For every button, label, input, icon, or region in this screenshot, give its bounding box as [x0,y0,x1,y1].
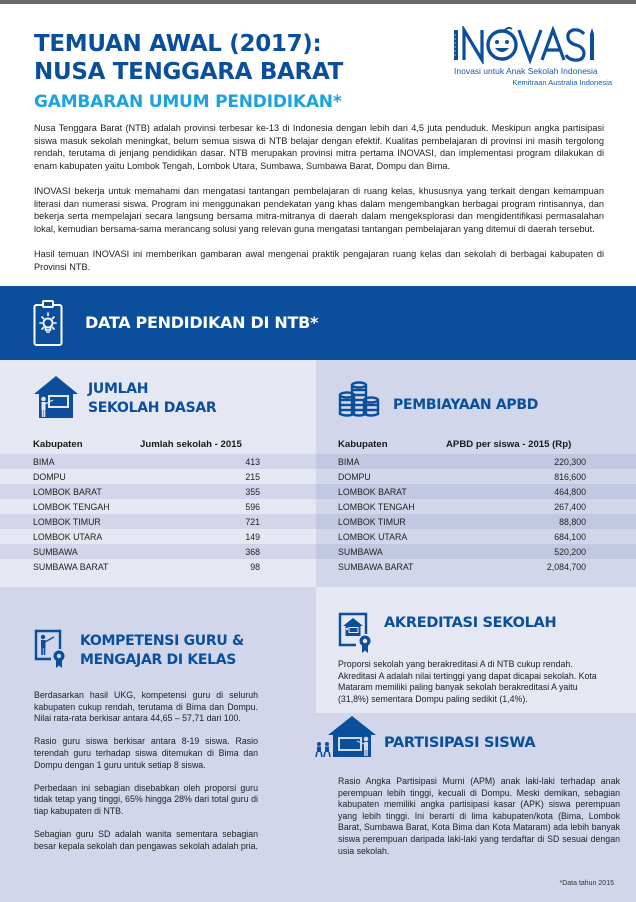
page-title-line2: NUSA TENGGARA BARAT [34,59,344,85]
table-row [0,544,316,559]
cell-value: 721 [245,516,260,527]
cell-value: 149 [245,531,260,542]
intro-paragraph: Nusa Tenggara Barat (NTB) adalah provinsi terbesar ke-13 di Indonesia dengan lebih dari 4,5 juta penduduk. Meskipun angka partisipasi siswa masuk sekolah meningkat, belum semua siswa di NTB belajar dengan efektif. Kualitas pembelajaran di provinsi ini masih tergolong rendah, terutama di jenjang pendidikan dasar. NTB merupakan provinsi mitra pertama INOVASI, dan implementasi program dilakukan di enam kabupaten yaitu Lombok Tengah, Lombok Utara, Sumbawa, Sumbawa Barat, Dompu dan Bima. [34,123,604,171]
cell-spacer [260,454,316,469]
section-title-line2: MENGAJAR DI KELAS [80,652,237,668]
table-row [316,469,636,484]
cell-spacer [260,559,316,574]
cell-value: 816,600 [554,471,586,482]
page-title-line1: TEMUAN AWAL (2017): [34,31,322,57]
cell-kabupaten: SUMBAWA BARAT [338,561,414,572]
cell-kabupaten: LOMBOK TIMUR [33,516,101,527]
cell-value: 368 [245,546,260,557]
table-header-row [0,435,316,454]
kompetensi-paragraph: Berdasarkan hasil UKG, kompetensi guru di seluruh kabupaten cukup rendah, terutama di Bima dan Dompu. Nilai rata-rata berkisar antara 44,65 – 57,71 dari 100. [34,690,258,724]
cell-value: 464,800 [554,486,586,497]
cell-value: 98 [250,561,260,572]
logo-partner: Kemitraan Australia Indonesia [512,78,612,87]
kompetensi-paragraph: Rasio guru siswa berkisar antara 8-19 siswa. Rasio terendah guru terhadap siswa ditemukan di Bima dan Dompu dengan 1 guru untuk setiap 8 siswa. [34,736,258,770]
column-header-kabupaten: Kabupaten [338,439,388,450]
table-row [0,559,316,574]
partisipasi-text: Rasio Angka Partisipasi Murni (APM) anak laki-laki terhadap anak perempuan lebih tinggi, kecuali di Dompu. Meski demikan, sebagian kabupaten memiliki angka partisipasi kasar (APK) siswa perempuan yang lebih tinggi. Ini berarti di lima kabupaten/kota (Bima, Lombok Barat, Sumbawa Barat, Kota Bima dan Kota Mataram) ada lebih banyak siswa perempuan daripada laki-laki yang terdaftar di SD sesuai dengan usia sekolah. [338,776,620,856]
cell-value: 355 [245,486,260,497]
cell-kabupaten: LOMBOK BARAT [338,486,407,497]
apbd-table [316,435,636,574]
section-title: AKREDITASI SEKOLAH [384,615,557,631]
column-header-jumlah: Jumlah sekolah - 2015 [140,439,242,450]
cell-spacer [586,499,636,514]
panel-partisipasi-siswa [316,713,636,902]
cell-kabupaten: DOMPU [338,471,371,482]
table-row [316,484,636,499]
cell-value: 596 [245,501,260,512]
inovasi-wordmark-icon [452,26,612,64]
column-header-kabupaten: Kabupaten [33,439,83,450]
panel-kompetensi-guru [0,587,316,902]
cell-value: 413 [245,456,260,467]
cell-kabupaten: LOMBOK TIMUR [338,516,406,527]
table-row [316,559,636,574]
cell-spacer [260,484,316,499]
table-row [316,514,636,529]
table-row [0,454,316,469]
cell-value: 215 [245,471,260,482]
cell-kabupaten: SUMBAWA [33,546,78,557]
cell-spacer [586,559,636,574]
table-row [316,529,636,544]
table-row [0,514,316,529]
panel-akreditasi-sekolah [316,587,636,713]
logo-tagline: Inovasi untuk Anak Sekolah Indonesia [454,66,598,76]
section-title: PEMBIAYAAN APBD [393,397,539,413]
table-row [0,484,316,499]
cell-spacer [260,499,316,514]
table-row [316,499,636,514]
cell-value: 88,800 [559,516,586,527]
cell-value: 267,400 [554,501,586,512]
clipboard-lightbulb-icon [33,299,63,347]
teacher-award-icon [34,629,66,669]
section-title: PARTISIPASI SISWA [384,735,536,751]
coin-stacks-icon [338,381,380,417]
page-subtitle: GAMBARAN UMUM PENDIDIKAN* [34,92,342,112]
cell-spacer [586,514,636,529]
cell-value: 520,200 [554,546,586,557]
akreditasi-text: Proporsi sekolah yang berakreditasi A di NTB cukup rendah. Akreditasi A adalah nilai tertinggi yang dapat dicapai sekolah. Kota Mataram memiliki paling banyak sekolah berakreditasi A yaitu (31,8%) sementara Dompu paling sedikit (1,4%). [338,659,597,704]
cell-spacer [586,469,636,484]
cell-kabupaten: SUMBAWA BARAT [33,561,109,572]
table-row [0,499,316,514]
intro-paragraph: Hasil temuan INOVASI ini memberikan gambaran awal mengenai praktik pengajaran ruang kelas dan sekolah di berbagai kabupaten di Provinsi NTB. [34,248,604,272]
kompetensi-text [34,690,258,864]
cell-kabupaten: LOMBOK BARAT [33,486,102,497]
cell-kabupaten: LOMBOK TENGAH [338,501,415,512]
cell-kabupaten: DOMPU [33,471,66,482]
cell-spacer [586,529,636,544]
cell-kabupaten: LOMBOK UTARA [33,531,103,542]
cell-kabupaten: BIMA [33,456,55,467]
column-header-apbd: APBD per siswa - 2015 (Rp) [446,439,572,450]
students-school-icon [308,715,380,757]
section-title-line1: KOMPETENSI GURU & [80,633,244,649]
school-certificate-icon [338,612,372,654]
cell-kabupaten: LOMBOK TENGAH [33,501,110,512]
cell-spacer [260,469,316,484]
table-row [316,544,636,559]
cell-spacer [586,484,636,499]
section-band-title: DATA PENDIDIKAN DI NTB* [85,313,319,332]
cell-spacer [586,454,636,469]
cell-kabupaten: SUMBAWA [338,546,383,557]
jumlah-sekolah-table [0,435,316,574]
logo-wordmark [452,26,612,71]
section-title-line1: JUMLAH [88,381,149,397]
cell-value: 2,084,700 [546,561,586,572]
footnote: *Data tahun 2015 [559,880,614,887]
intro-text [34,122,604,286]
table-row [0,469,316,484]
table-row [0,529,316,544]
cell-kabupaten: BIMA [338,456,360,467]
cell-spacer [260,529,316,544]
intro-paragraph: INOVASI bekerja untuk memahami dan mengatasi tantangan pembelajaran di ruang kelas, khususnya yang terkait dengan kemampuan literasi dan numerasi siswa. Program ini menggunakan pendekatan yang khas dalam mengembangkan berbagai program rintisannya, dan bekerja serta mempelajari secara langsung bersama mitra-mitranya di daerah dalam mengeksplorasi dan mengidentifikasi permasalahan lokal, kemudian bersama-sama merancang solusi yang relevan guna mengatasi tantangan pembelajaran yang ditemui di daerah tersebut. [34,185,604,234]
inovasi-logo [452,26,612,90]
cell-kabupaten: LOMBOK UTARA [338,531,408,542]
cell-value: 684,100 [554,531,586,542]
table-row [316,454,636,469]
top-border [0,0,636,4]
cell-spacer [586,544,636,559]
school-house-teacher-icon [33,375,79,419]
kompetensi-paragraph: Perbedaan ini sebagian disebabkan oleh proporsi guru tidak tetap yang tinggi, 65% hingga 28% dari total guru di tiap kabupaten di NTB. [34,782,258,816]
section-band [0,286,636,360]
table-header-row [316,435,636,454]
section-title-line2: SEKOLAH DASAR [88,400,217,416]
cell-spacer [260,514,316,529]
cell-value: 220,300 [554,456,586,467]
kompetensi-paragraph: Sebagian guru SD adalah wanita sementara sebagian besar kepala sekolah dan pengawas sekolah adalah pria. [34,829,258,851]
cell-spacer [260,544,316,559]
